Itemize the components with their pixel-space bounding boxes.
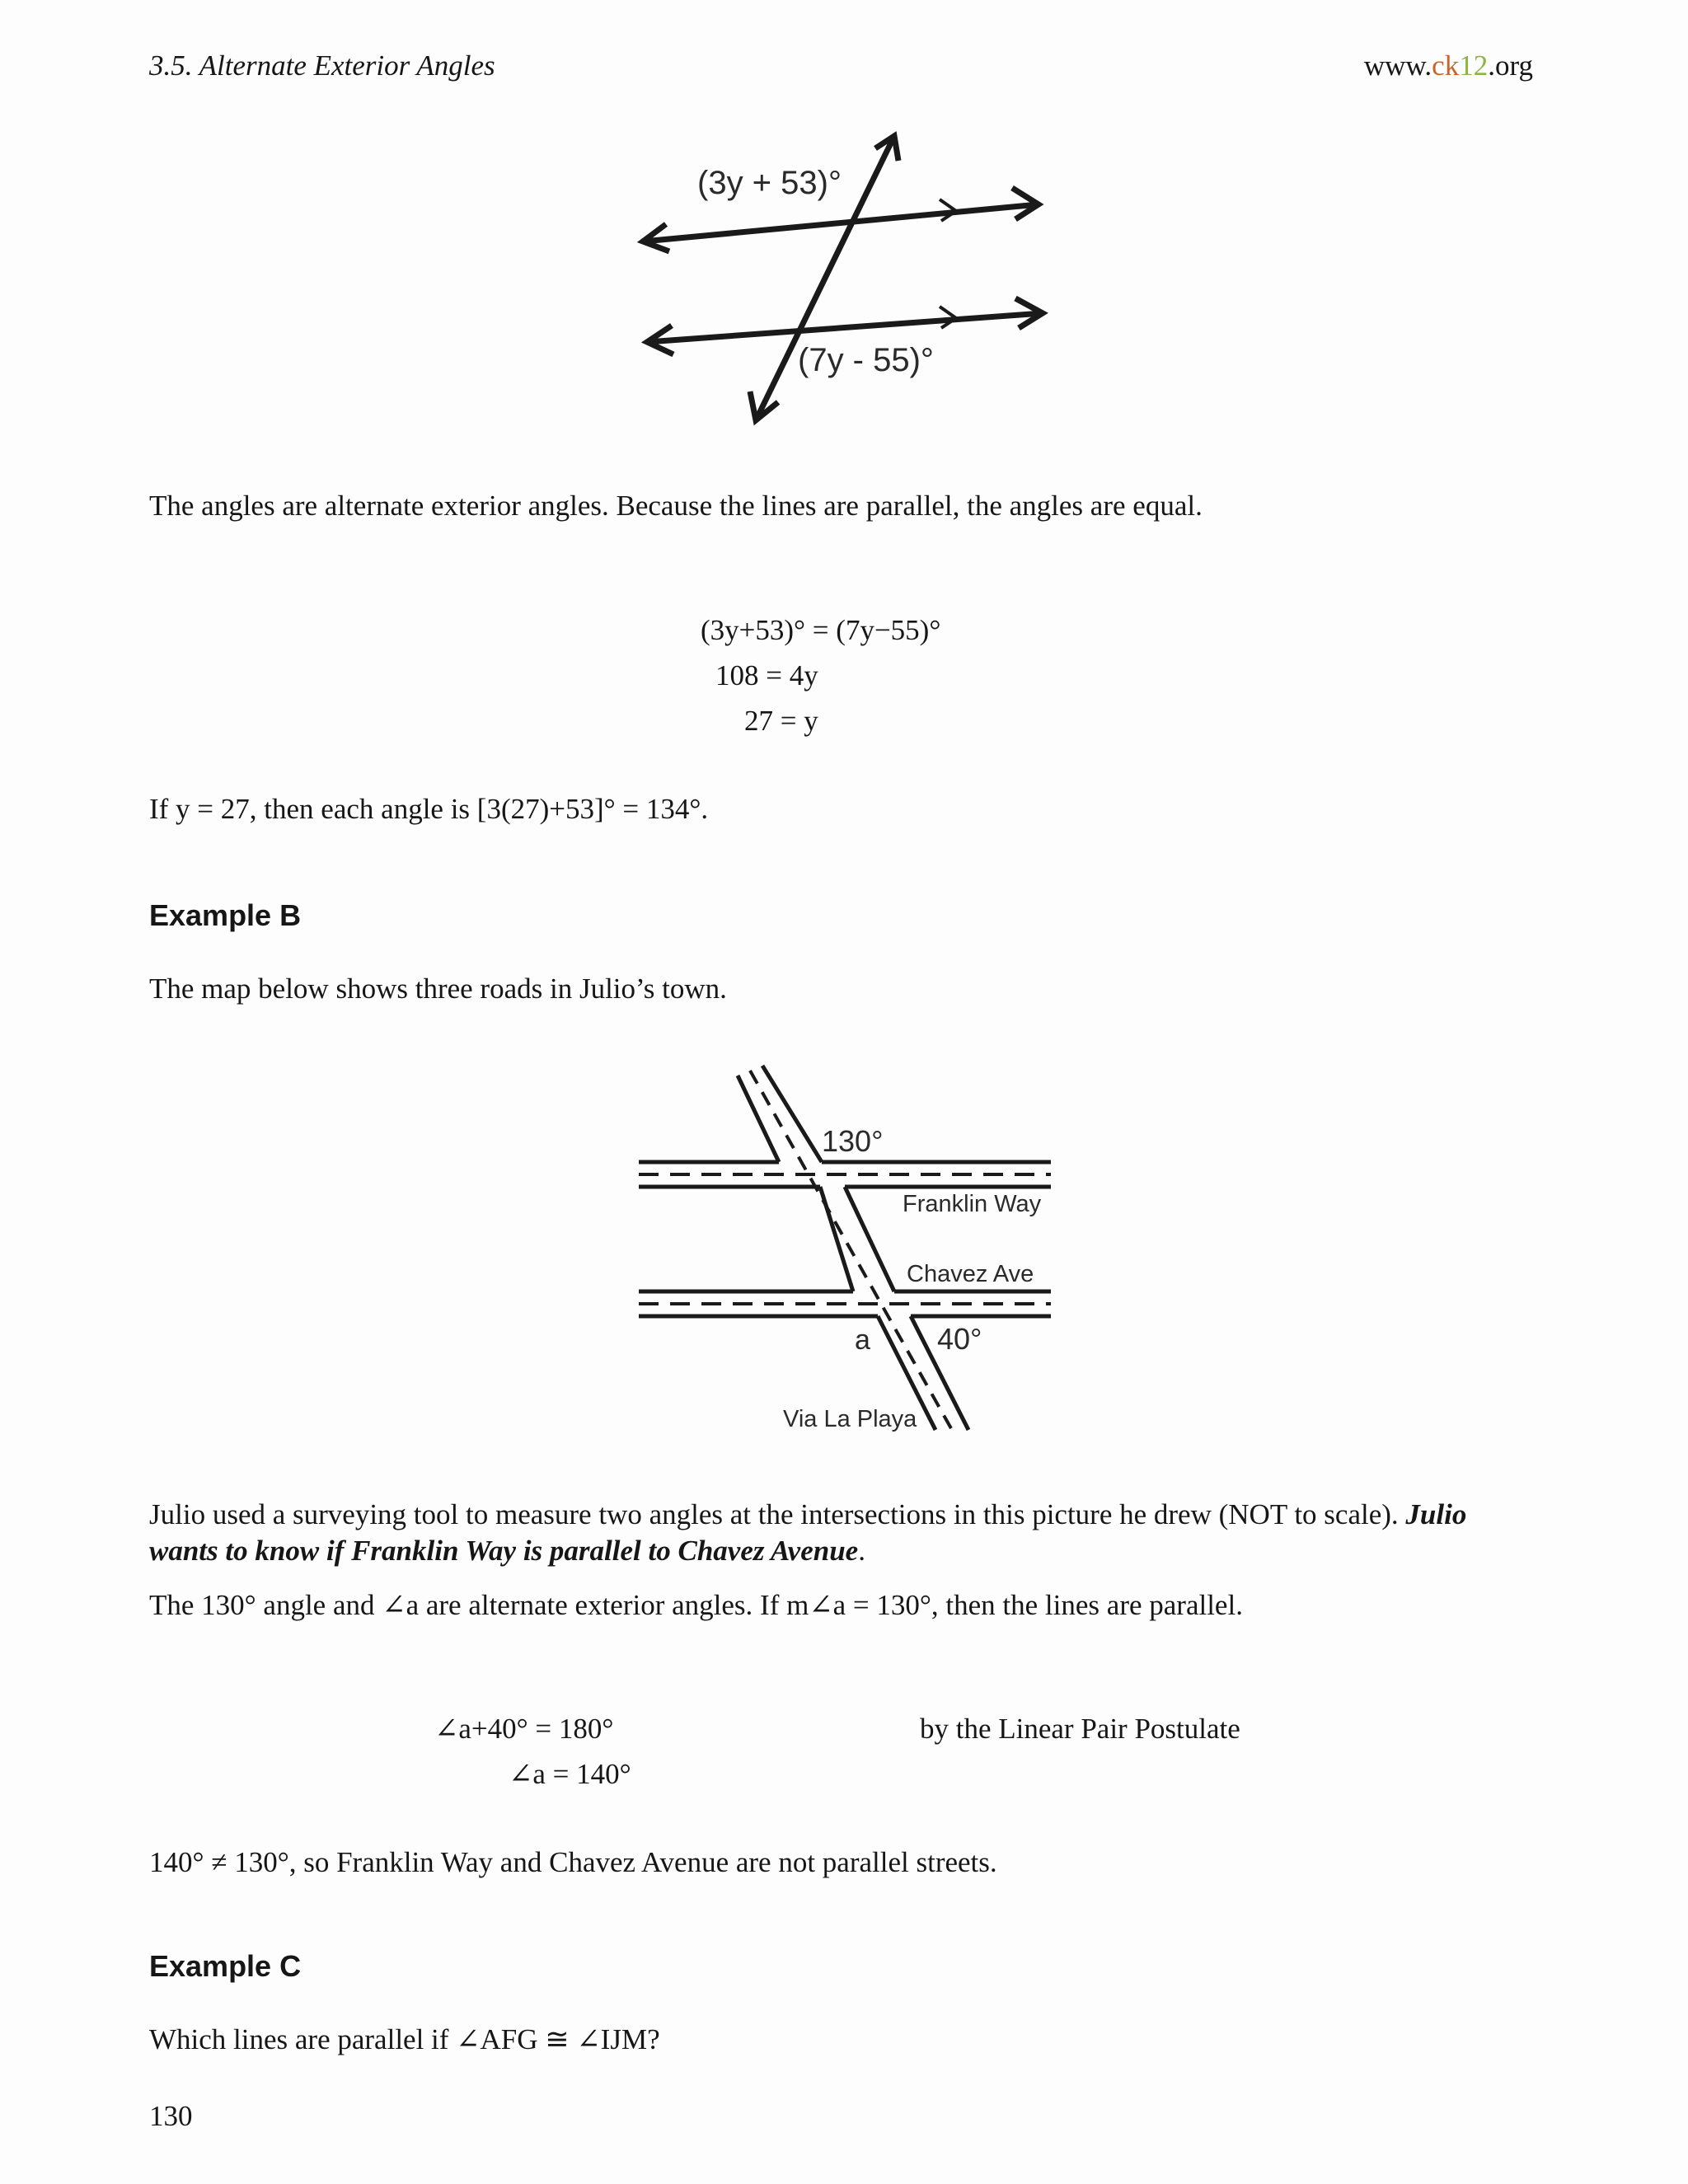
linear-pair-equation-2: ∠a = 140°: [509, 1758, 631, 1790]
site-url[interactable]: [1364, 49, 1533, 82]
angle-130-label: 130°: [822, 1124, 884, 1158]
angle-a-label: a: [855, 1324, 870, 1356]
julio-paragraph-text: Julio used a surveying tool to measure two angles at the intersections in this picture he drew (NOT to scale).: [149, 1498, 1399, 1530]
parallel-line-bottom: [647, 313, 1043, 342]
site-url-suffix: .org: [1488, 49, 1533, 82]
angle-label-top: (3y + 53)°: [697, 165, 842, 201]
equation-line-1: (3y+53)° = (7y−55)°: [701, 614, 941, 646]
section-title: 3.5. Alternate Exterior Angles: [149, 49, 495, 82]
angle-label-bottom: (7y - 55)°: [798, 342, 934, 378]
example-b-intro: The map below shows three roads in Julio’s town.: [149, 972, 727, 1005]
equation-line-3: 27 = y: [744, 705, 818, 737]
via-la-playa-left-edge: [738, 1076, 779, 1162]
conclusion-paragraph: 140° ≠ 130°, so Franklin Way and Chavez Avenue are not parallel streets.: [149, 1846, 997, 1878]
example-c-question: Which lines are parallel if ∠AFG ≅ ∠IJM?: [149, 2023, 660, 2055]
paragraph-alternate-angles: The angles are alternate exterior angles. Because the lines are parallel, the angles are equal.: [149, 490, 1203, 522]
chavez-ave-label: Chavez Ave: [907, 1261, 1034, 1287]
parallel-line-top: [643, 204, 1039, 241]
julio-paragraph-line2: [149, 1535, 865, 1568]
angle-40-label: 40°: [937, 1322, 982, 1356]
linear-pair-reason: by the Linear Pair Postulate: [920, 1713, 1240, 1745]
alternate-exterior-paragraph: The 130° angle and ∠a are alternate exterior angles. If m∠a = 130°, then the lines are parallel.: [149, 1589, 1243, 1621]
site-url-12: 12: [1459, 49, 1489, 82]
equation-line-2: 108 = 4y: [715, 659, 818, 691]
linear-pair-equation-1: ∠a+40° = 180°: [434, 1713, 614, 1745]
via-la-playa-label: Via La Playa: [783, 1406, 917, 1432]
site-url-prefix: www.: [1363, 49, 1432, 82]
julio-bold-start: Julio: [1405, 1498, 1467, 1530]
franklin-way-label: Franklin Way: [903, 1191, 1042, 1217]
julio-period: .: [858, 1535, 865, 1567]
parallel-lines-figure: [626, 124, 1055, 437]
example-c-heading: Example C: [149, 1949, 302, 1983]
julio-paragraph-line1: [149, 1498, 1466, 1531]
example-b-heading: Example B: [149, 898, 302, 932]
paragraph-each-angle: If y = 27, then each angle is [3(27)+53]° = 134°.: [149, 793, 709, 825]
julio-question: wants to know if Franklin Way is parallel to Chavez Avenue: [149, 1535, 859, 1567]
road-map-figure: [631, 1059, 1059, 1438]
site-url-ck: ck: [1432, 49, 1460, 82]
page-number: 130: [149, 2100, 193, 2132]
